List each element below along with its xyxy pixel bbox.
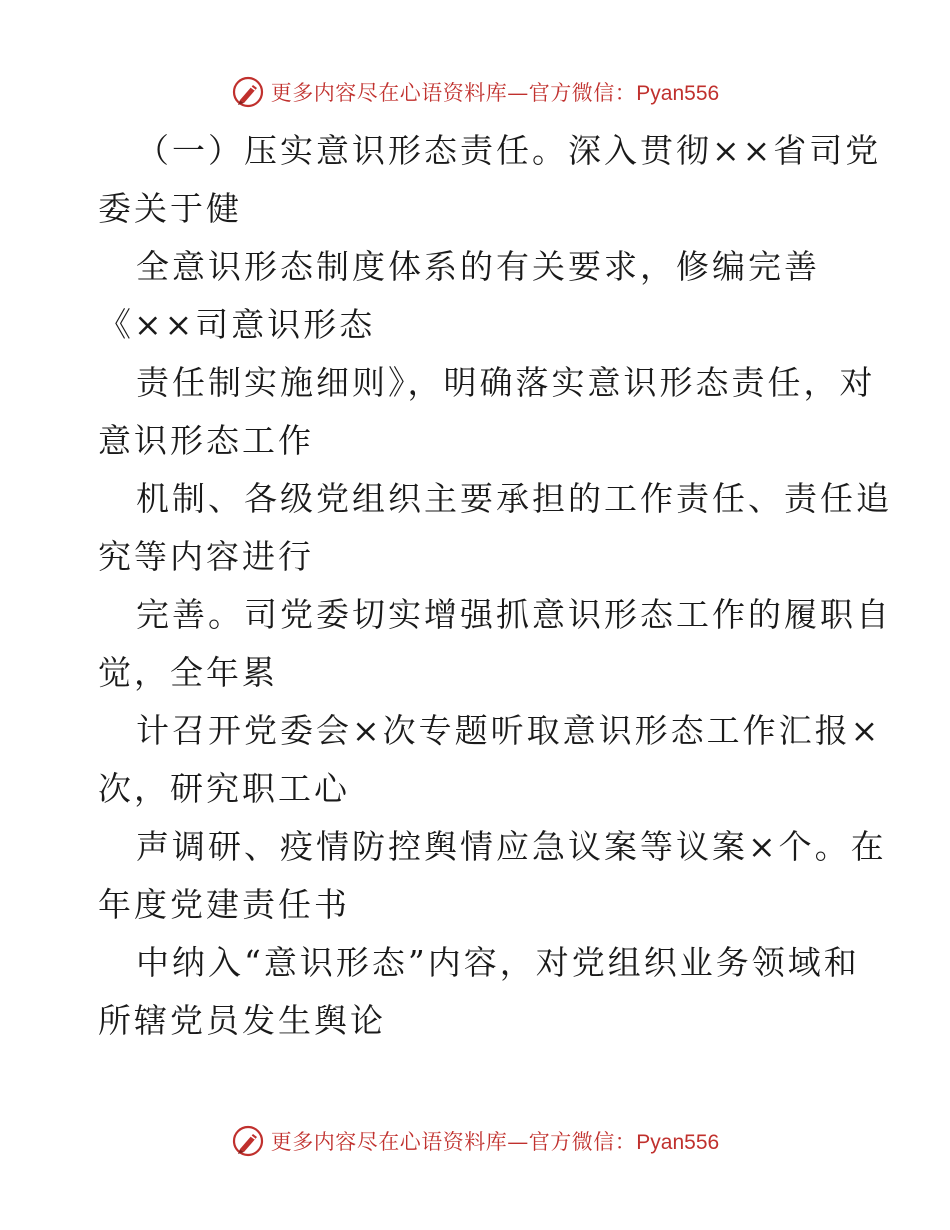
text-line: 意识形态工作 — [98, 421, 314, 460]
text-line: 计召开党委会×次专题听取意识形态工作汇报× — [136, 711, 882, 750]
text-line: 次，研究职工心 — [98, 769, 350, 808]
pen-logo-icon — [231, 1124, 265, 1158]
text-line: 究等内容进行 — [98, 537, 314, 576]
pen-logo-icon — [231, 75, 265, 109]
text-line: 委关于健 — [98, 189, 242, 228]
text-line: 所辖党员发生舆论 — [98, 1001, 386, 1040]
text-line: 声调研、疫情防控舆情应急议案等议案×个。在 — [136, 827, 887, 866]
footer-watermark-banner — [0, 1121, 950, 1161]
text-line: 责任制实施细则》，明确落实意识形态责任，对 — [136, 363, 876, 402]
text-line: 《××司意识形态 — [98, 305, 376, 344]
text-line: 年度党建责任书 — [98, 885, 350, 924]
text-line: 全意识形态制度体系的有关要求，修编完善 — [136, 247, 820, 286]
header-watermark-banner — [0, 72, 950, 112]
text-line: 中纳入“意识形态”内容，对党组织业务领域和 — [136, 943, 860, 982]
header-watermark-text — [271, 77, 719, 107]
footer-watermark-id: Pyan556 — [636, 1131, 720, 1154]
header-watermark-id: Pyan556 — [636, 82, 720, 105]
text-line: （一）压实意识形态责任。深入贯彻××省司党 — [136, 131, 882, 170]
footer-watermark-text — [271, 1126, 719, 1156]
document-body — [98, 122, 892, 1050]
text-line: 机制、各级党组织主要承担的工作责任、责任追 — [136, 479, 892, 518]
text-line: 觉，全年累 — [98, 653, 278, 692]
text-line: 完善。司党委切实增强抓意识形态工作的履职自 — [136, 595, 892, 634]
header-watermark-main: 更多内容尽在心语资料库—官方微信： — [270, 81, 637, 105]
footer-watermark-main: 更多内容尽在心语资料库—官方微信： — [270, 1130, 637, 1154]
